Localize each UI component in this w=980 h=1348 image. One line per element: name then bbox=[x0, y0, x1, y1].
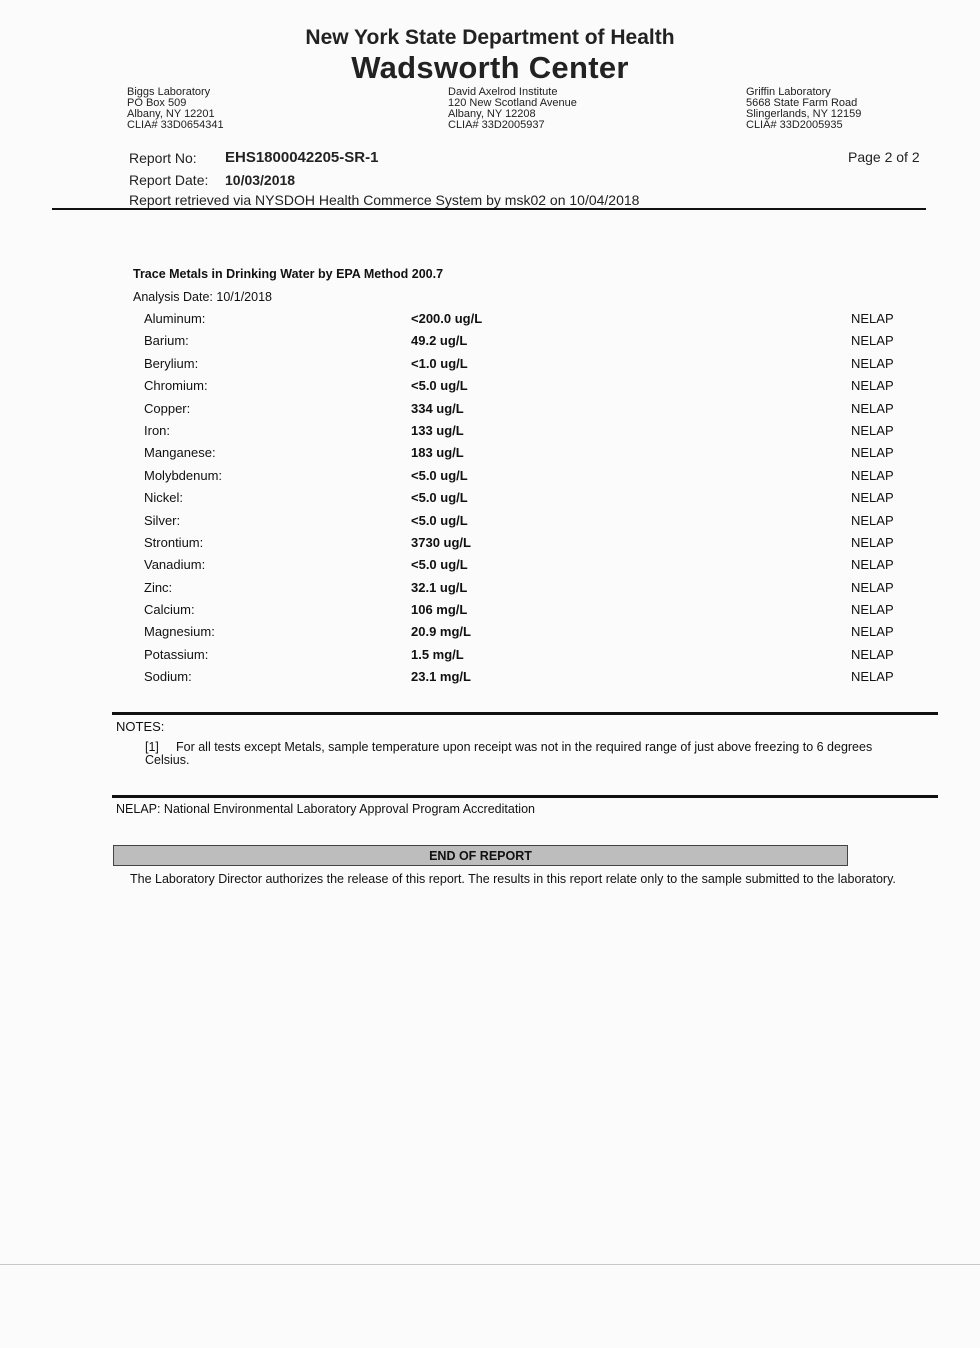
result-row bbox=[144, 333, 904, 355]
result-value: 1.5 mg/L bbox=[411, 646, 464, 662]
result-row bbox=[144, 445, 904, 467]
result-row bbox=[144, 401, 904, 423]
result-value: 32.1 ug/L bbox=[411, 579, 468, 595]
report-date-label: Report Date: bbox=[129, 172, 209, 188]
result-row bbox=[144, 580, 904, 602]
analyte-name: Magnesium: bbox=[144, 624, 215, 640]
analyte-name: Iron: bbox=[144, 422, 171, 438]
accreditation: NELAP bbox=[851, 534, 894, 550]
accreditation: NELAP bbox=[851, 579, 894, 595]
result-value: 23.1 mg/L bbox=[411, 669, 471, 685]
results-table bbox=[144, 311, 904, 692]
result-row bbox=[144, 468, 904, 490]
page-indicator: Page 2 of 2 bbox=[848, 149, 920, 165]
accreditation: NELAP bbox=[851, 311, 894, 326]
accreditation: NELAP bbox=[851, 669, 894, 685]
accreditation: NELAP bbox=[851, 378, 894, 394]
result-row bbox=[144, 378, 904, 400]
nelap-definition: NELAP: National Environmental Laboratory Approval Program Accreditation bbox=[116, 802, 535, 816]
result-row bbox=[144, 311, 904, 333]
nelap-divider bbox=[112, 795, 938, 798]
analyte-name: Aluminum: bbox=[144, 311, 206, 326]
result-value: 334 ug/L bbox=[411, 400, 464, 416]
report-number-label: Report No: bbox=[129, 150, 197, 166]
section-title: Trace Metals in Drinking Water by EPA Method 200.7 bbox=[133, 267, 444, 281]
notes-divider bbox=[112, 712, 938, 715]
analysis-date: Analysis Date: 10/1/2018 bbox=[133, 290, 272, 304]
lab-clia: CLIA# 33D2005937 bbox=[448, 119, 545, 131]
result-value: 106 mg/L bbox=[411, 602, 468, 618]
lab-address-griffin bbox=[746, 87, 861, 131]
result-value: <5.0 ug/L bbox=[411, 512, 468, 528]
result-value: <5.0 ug/L bbox=[411, 467, 468, 483]
lab-address-line2: Slingerlands, NY 12159 bbox=[746, 108, 862, 120]
lab-name: Griffin Laboratory bbox=[746, 86, 831, 98]
analyte-name: Manganese: bbox=[144, 445, 216, 461]
result-row bbox=[144, 490, 904, 512]
result-row bbox=[144, 557, 904, 579]
result-value: <1.0 ug/L bbox=[411, 355, 468, 371]
analyte-name: Molybdenum: bbox=[144, 467, 223, 483]
accreditation: NELAP bbox=[851, 467, 894, 483]
analyte-name: Silver: bbox=[144, 512, 181, 528]
header-divider bbox=[52, 208, 926, 210]
notes-title: NOTES: bbox=[116, 719, 165, 734]
analyte-name: Zinc: bbox=[144, 579, 173, 595]
footer-disclaimer: The Laboratory Director authorizes the release of this report. The results in this report relate only to the sample submitted to the laboratory. bbox=[130, 872, 896, 886]
analyte-name: Barium: bbox=[144, 333, 189, 349]
analyte-name: Copper: bbox=[144, 400, 191, 416]
result-value: <5.0 ug/L bbox=[411, 490, 468, 506]
result-value: <200.0 ug/L bbox=[411, 311, 483, 326]
result-value: 183 ug/L bbox=[411, 445, 464, 461]
accreditation: NELAP bbox=[851, 400, 894, 416]
note-item bbox=[145, 741, 905, 767]
analyte-name: Calcium: bbox=[144, 602, 195, 618]
accreditation: NELAP bbox=[851, 602, 894, 618]
analyte-name: Chromium: bbox=[144, 378, 208, 394]
analyte-name: Potassium: bbox=[144, 646, 209, 662]
accreditation: NELAP bbox=[851, 557, 894, 573]
result-row bbox=[144, 513, 904, 535]
analyte-name: Strontium: bbox=[144, 534, 204, 550]
result-value: 20.9 mg/L bbox=[411, 624, 471, 640]
result-row bbox=[144, 647, 904, 669]
result-row bbox=[144, 602, 904, 624]
accreditation: NELAP bbox=[851, 445, 894, 461]
lab-address-line1: 5668 State Farm Road bbox=[746, 97, 858, 109]
lab-address-line1: PO Box 509 bbox=[127, 97, 187, 109]
lab-name: Biggs Laboratory bbox=[127, 86, 211, 98]
report-date: 10/03/2018 bbox=[225, 172, 296, 188]
accreditation: NELAP bbox=[851, 512, 894, 528]
lab-name: David Axelrod Institute bbox=[448, 86, 558, 98]
department-title: New York State Department of Health bbox=[305, 26, 675, 49]
lab-clia: CLIA# 33D2005935 bbox=[746, 119, 843, 131]
result-row bbox=[144, 535, 904, 557]
result-row bbox=[144, 356, 904, 378]
result-value: <5.0 ug/L bbox=[411, 557, 468, 573]
result-row bbox=[144, 624, 904, 646]
accreditation: NELAP bbox=[851, 490, 894, 506]
lab-address-line2: Albany, NY 12201 bbox=[127, 108, 215, 120]
accreditation: NELAP bbox=[851, 355, 894, 371]
result-value: <5.0 ug/L bbox=[411, 378, 468, 394]
analyte-name: Berylium: bbox=[144, 355, 199, 371]
note-text: For all tests except Metals, sample temperature upon receipt was not in the required range of just above freezing to 6 degrees Celsius. bbox=[145, 740, 873, 767]
accreditation: NELAP bbox=[851, 624, 894, 640]
lab-address-biggs bbox=[127, 87, 224, 131]
accreditation: NELAP bbox=[851, 333, 894, 349]
page-edge-line bbox=[0, 1264, 980, 1265]
analyte-name: Sodium: bbox=[144, 669, 192, 685]
end-of-report-banner: END OF REPORT bbox=[113, 845, 848, 866]
result-value: 133 ug/L bbox=[411, 422, 464, 438]
retrieval-note: Report retrieved via NYSDOH Health Commerce System by msk02 on 10/04/2018 bbox=[129, 192, 640, 208]
lab-address-line2: Albany, NY 12208 bbox=[448, 108, 536, 120]
report-number: EHS1800042205-SR-1 bbox=[225, 149, 379, 166]
lab-clia: CLIA# 33D0654341 bbox=[127, 119, 224, 131]
center-title: Wadsworth Center bbox=[351, 50, 629, 85]
result-row bbox=[144, 423, 904, 445]
lab-address-line1: 120 New Scotland Avenue bbox=[448, 97, 577, 109]
note-ref: [1] bbox=[145, 740, 159, 754]
analyte-name: Nickel: bbox=[144, 490, 184, 506]
result-value: 49.2 ug/L bbox=[411, 333, 468, 349]
lab-address-axelrod bbox=[448, 87, 577, 131]
result-value: 3730 ug/L bbox=[411, 534, 471, 550]
accreditation: NELAP bbox=[851, 422, 894, 438]
result-row bbox=[144, 669, 904, 691]
analyte-name: Vanadium: bbox=[144, 557, 206, 573]
accreditation: NELAP bbox=[851, 646, 894, 662]
